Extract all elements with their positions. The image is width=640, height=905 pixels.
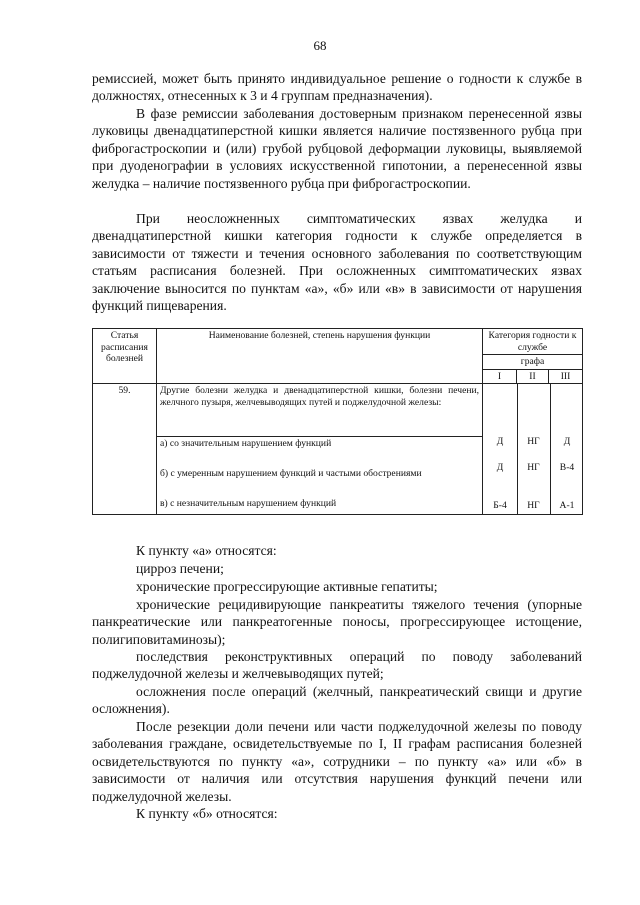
header-grafa-2: II — [517, 369, 549, 384]
row-a-grafa-1: Д — [496, 436, 504, 447]
paragraph-symptomatic-ulcers: При неосложненных симптоматических язвах желудка и двенадцатиперстной кишки категория годности к службе определяется в зависимости от тяжести и течения основного заболевания по соответствующим статьям расписания болезней. При осложненных симптоматических язвах заключение выносится по пунктам «а», «б» или «в» в зависимости от нарушения функций пищеварения. — [92, 211, 582, 314]
paragraph-pancreatitis: хронические рецидивирующие панкреатиты тяжелого течения (упорные панкреатические или панкреатогенные поносы, прогрессирующее истощение, полигиповитаминозы); — [92, 597, 582, 647]
row-c-text: в) с незначительным нарушением функций — [157, 497, 483, 514]
row-a-text: а) со значительным нарушением функций — [157, 436, 483, 467]
row-c-grafa-1: Б-4 — [493, 500, 507, 511]
header-grafa-3: III — [549, 369, 583, 384]
page-number: 68 — [313, 38, 327, 53]
row-b-grafa-1: Д — [496, 462, 504, 473]
row-a-grafa-2: НГ — [527, 436, 540, 447]
header-grafa-1: I — [483, 369, 517, 384]
article-intro: Другие болезни желудка и двенадцатиперстной кишки, болезни печени, желчного пузыря, желчевыводящих путей и поджелудочной железы: — [157, 384, 483, 437]
row-b-text: б) с умеренным нарушением функций и частыми обострениями — [157, 467, 483, 497]
header-article: Статья расписания болезней — [93, 329, 157, 384]
header-category: Категория годности к службе — [483, 329, 583, 355]
row-c-grafa-3: А-1 — [559, 500, 575, 511]
table-row — [93, 384, 583, 437]
row-c-grafa-2: НГ — [527, 500, 540, 511]
table-header-row — [93, 329, 583, 355]
paragraph-remission: В фазе ремиссии заболевания достоверным признаком перенесенной язвы луковицы двенадцатиперстной кишки является наличие постязвенного рубца при фиброгастроскопии и (или) грубой рубцовой деформации луковицы, выявляемой при дуоденографии в условиях искусственной гипотонии, а перенесенной язвы желудка – наличие постязвенного рубца при фиброгастроскопии. — [92, 106, 582, 191]
paragraph-point-a: К пункту «а» относятся: — [136, 543, 277, 558]
article-number: 59. — [93, 384, 157, 515]
paragraph-reconstructive-surgery: последствия реконструктивных операций по поводу заболеваний поджелудочной железы и желчевыводящих путей; — [92, 649, 582, 682]
paragraph-complications: осложнения после операций (желчный, панкреатический свищи и другие осложнения). — [92, 684, 582, 717]
paragraph-hepatitis: хронические прогрессирующие активные гепатиты; — [136, 579, 438, 594]
paragraph-continuation: ремиссией, может быть принято индивидуальное решение о годности к службе в должностях, отнесенных к 3 и 4 группам предназначения). — [92, 71, 582, 104]
header-disease-name: Наименование болезней, степень нарушения функции — [157, 329, 483, 384]
row-b-grafa-2: НГ — [527, 462, 540, 473]
disease-schedule-table — [92, 328, 583, 515]
paragraph-cirrhosis: цирроз печени; — [136, 561, 224, 576]
paragraph-point-b: К пункту «б» относятся: — [136, 806, 278, 821]
paragraph-resection: После резекции доли печени или части поджелудочной железы по поводу заболевания граждане, освидетельствуемые по I, II графам расписания болезней освидетельствуются по пункту «а», сотрудники – по пункту «а» или «б» в зависимости от наличия или отсутствия нарушения функций печени или поджелудочной железы. — [92, 719, 582, 804]
row-a-grafa-3: Д — [563, 436, 571, 447]
row-b-grafa-3: В-4 — [559, 462, 575, 473]
header-grafa: графа — [483, 355, 583, 370]
